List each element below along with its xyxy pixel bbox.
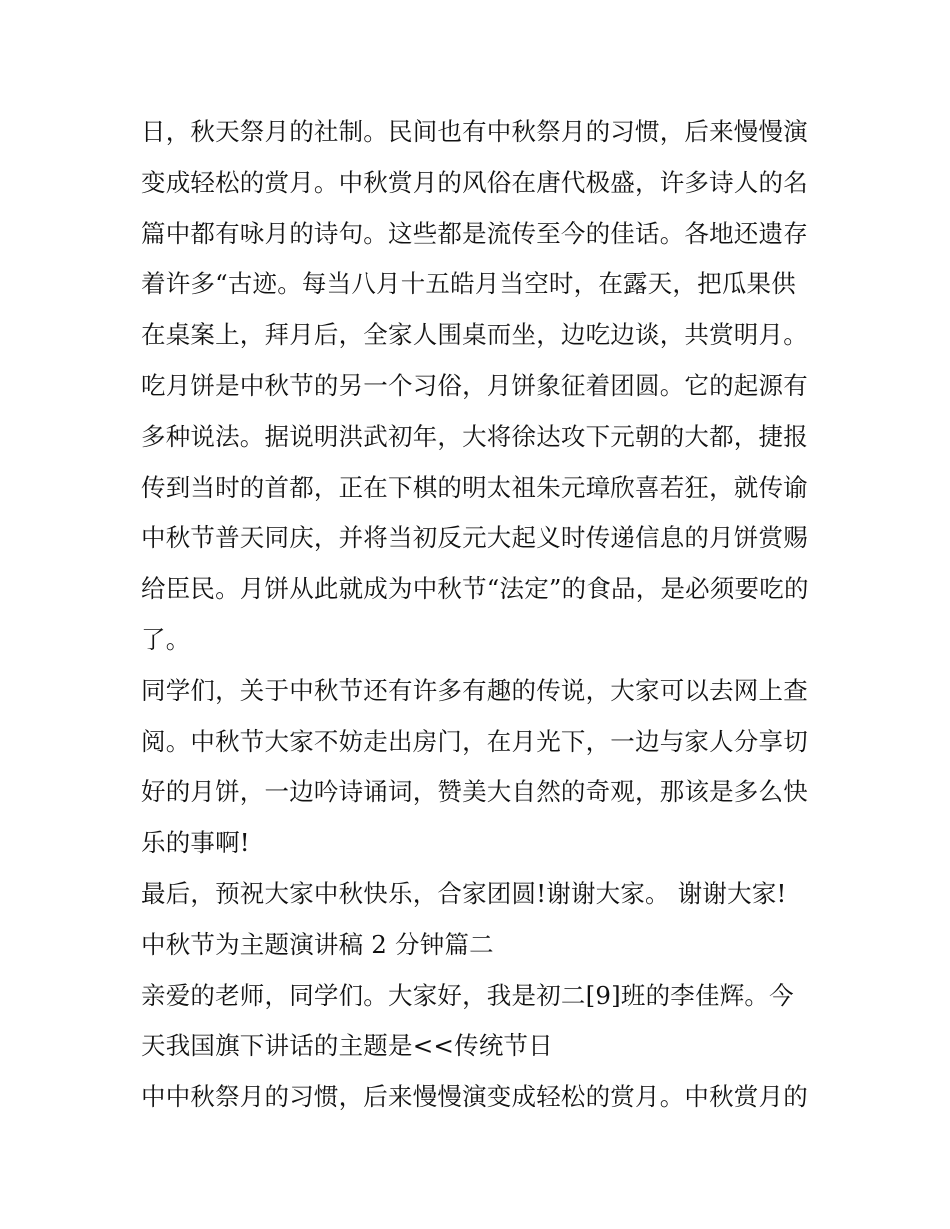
section-heading: 中秋节为主题演讲稿 2 分钟篇二: [141, 929, 494, 959]
text-line: 同学们，关于中秋节还有许多有趣的传说，大家可以去网上查: [141, 675, 808, 705]
text-line: 亲爱的老师，同学们。大家好，我是初二[9]班的李佳辉。今: [141, 980, 794, 1010]
text-line: 中秋节普天同庆，并将当初反元大起义时传递信息的月饼赏赐: [141, 523, 808, 553]
text-line: 变成轻松的赏月。中秋赏月的风俗在唐代极盛，许多诗人的名: [141, 167, 808, 197]
text-line: 多种说法。据说明洪武初年，大将徐达攻下元朝的大都，捷报: [141, 421, 808, 451]
text-line: 天我国旗下讲话的主题是<<传统节日: [141, 1031, 553, 1061]
text-line: 日，秋天祭月的社制。民间也有中秋祭月的习惯，后来慢慢演: [141, 117, 808, 146]
text-line: 着许多“古迹。每当八月十五皓月当空时，在露天，把瓜果供: [141, 269, 796, 299]
text-line: 传到当时的首都，正在下棋的明太祖朱元璋欣喜若狂，就传谕: [141, 472, 808, 502]
document-body: [141, 107, 821, 1123]
text-line: 篇中都有咏月的诗句。这些都是流传至今的佳话。各地还遗存: [141, 218, 808, 248]
text-line: 最后，预祝大家中秋快乐，合家团圆!谢谢大家。 谢谢大家!: [141, 878, 787, 908]
text-line: 中中秋祭月的习惯，后来慢慢演变成轻松的赏月。中秋赏月的: [141, 1082, 808, 1112]
text-line: 乐的事啊!: [141, 828, 250, 858]
text-line: 阅。中秋节大家不妨走出房门，在月光下，一边与家人分享切: [141, 726, 808, 756]
text-line: 吃月饼是中秋节的另一个习俗，月饼象征着团圆。它的起源有: [141, 370, 808, 400]
text-line: 给臣民。月饼从此就成为中秋节“法定”的食品，是必须要吃的: [141, 574, 809, 604]
text-line: 了。: [141, 624, 191, 654]
text-line: 在桌案上，拜月后，全家人围桌而坐，边吃边谈，共赏明月。: [141, 320, 808, 350]
text-line: 好的月饼，一边吟诗诵词，赞美大自然的奇观，那该是多么快: [141, 777, 808, 807]
